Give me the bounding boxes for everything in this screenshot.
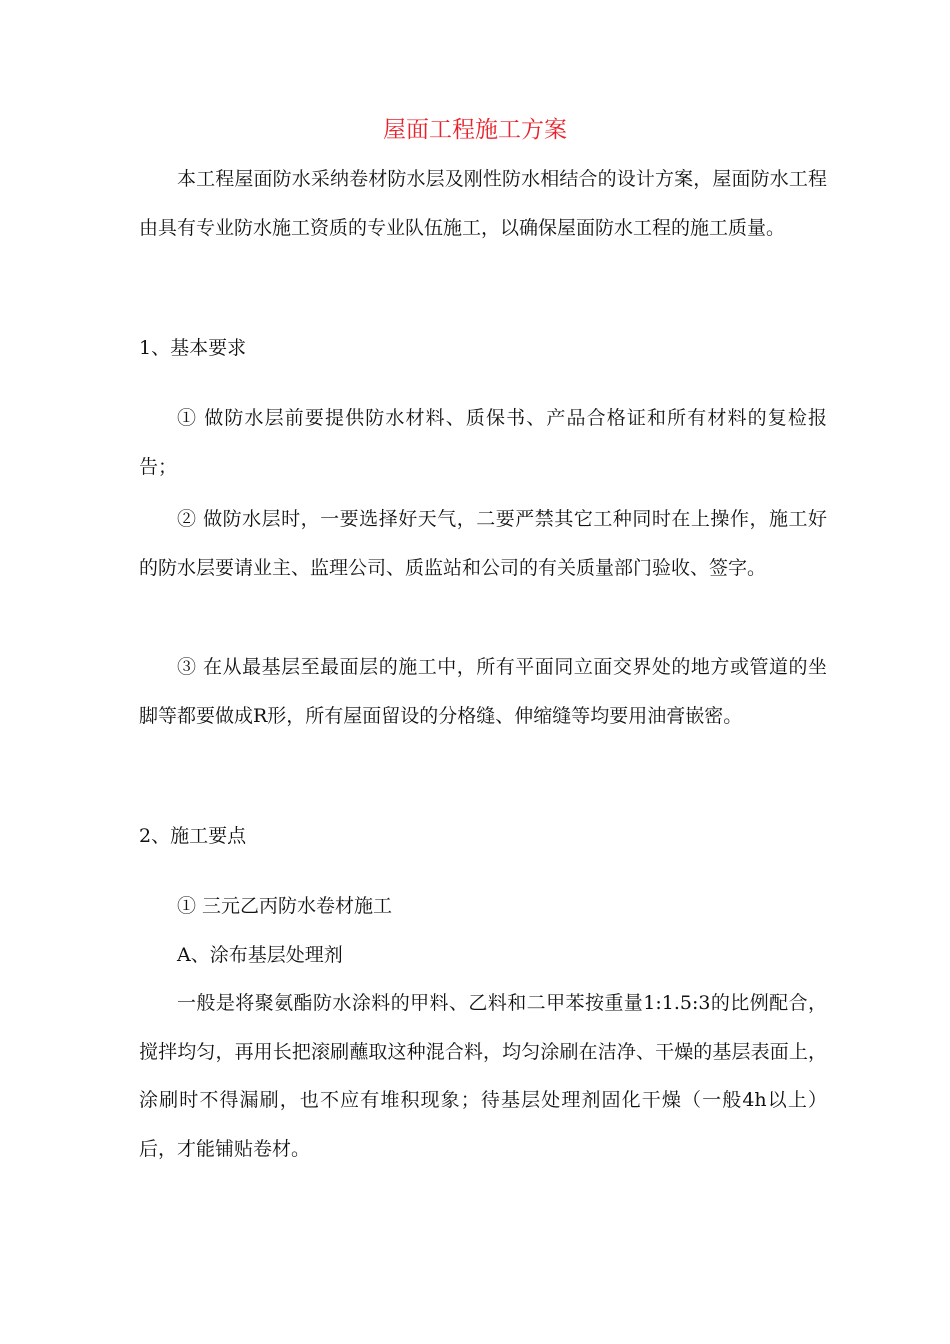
- requirement-item-3: ③ 在从最基层至最面层的施工中，所有平面同立面交界处的地方或管道的坐脚等都要做成R形，所有屋面留设的分格缝、伸缩缝等均要用油膏嵌密。: [139, 656, 827, 727]
- step-heading: A、涂布基层处理剂: [177, 944, 343, 966]
- section-1-heading: 1、基本要求: [139, 337, 247, 359]
- document-title: 屋面工程施工方案: [383, 117, 567, 143]
- requirement-item-1: ① 做防水层前要提供防水材料、质保书、产品合格证和所有材料的复检报告；: [139, 407, 827, 478]
- requirement-item-2: ② 做防水层时，一要选择好天气，二要严禁其它工种同时在上操作，施工好的防水层要请业主、监理公司、质监站和公司的有关质量部门验收、签字。: [139, 508, 827, 579]
- section-2-heading: 2、施工要点: [139, 825, 247, 847]
- intro-paragraph: 本工程屋面防水采纳卷材防水层及刚性防水相结合的设计方案，屋面防水工程由具有专业防水施工资质的专业队伍施工，以确保屋面防水工程的施工质量。: [139, 168, 827, 239]
- construction-sub-heading: ① 三元乙丙防水卷材施工: [177, 895, 393, 917]
- step-paragraph: 一般是将聚氨酯防水涂料的甲料、乙料和二甲苯按重量1:1.5:3的比例配合，搅拌均匀，再用长把滚刷蘸取这种混合料，均匀涂刷在洁净、干燥的基层表面上，涂刷时不得漏刷，也不应有堆积现象；待基层处理剂固化干燥（一般4h以上）后，才能铺贴卷材。: [139, 992, 827, 1160]
